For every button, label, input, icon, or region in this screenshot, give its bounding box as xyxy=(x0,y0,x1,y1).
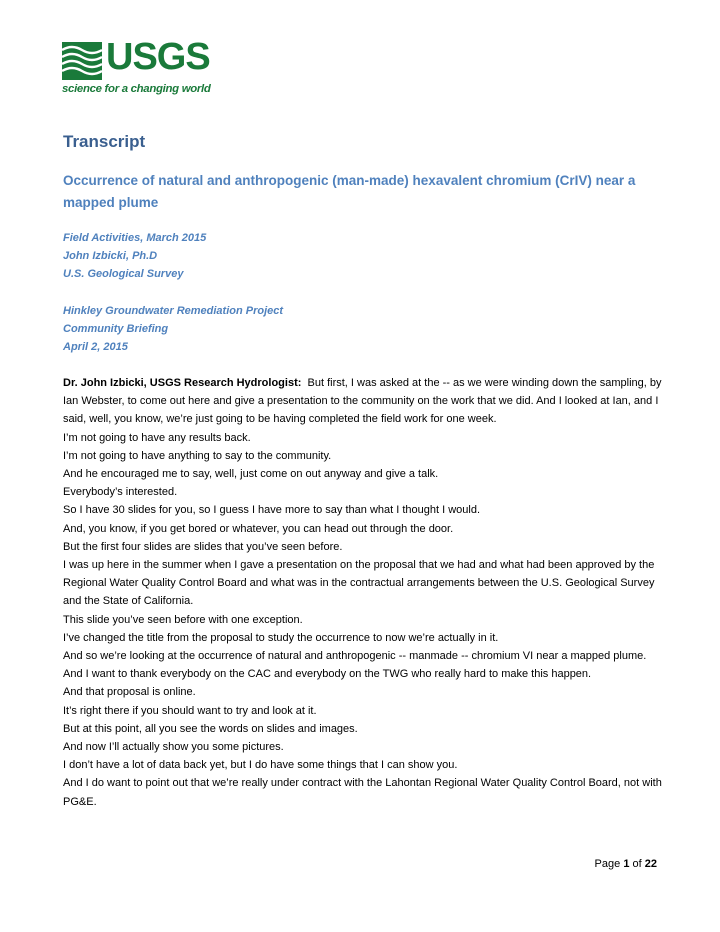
transcript-body xyxy=(63,374,663,811)
usgs-wave-icon xyxy=(62,42,102,80)
field-activities-block xyxy=(63,229,206,283)
transcript-line: I’m not going to have anything to say to the community. xyxy=(63,449,332,462)
transcript-line: And I want to thank everybody on the CAC and everybody on the TWG who really hard to make this happen. xyxy=(63,668,592,681)
transcript-line: I don’t have a lot of data back yet, but I do have some things that I can show you. xyxy=(63,759,458,772)
document-subtitle: Occurrence of natural and anthropogenic (man-made) hexavalent chromium (CrIV) near a mapped plume xyxy=(63,173,636,210)
transcript-line: Everybody’s interested. xyxy=(63,486,178,499)
total-pages: 22 xyxy=(644,858,657,870)
transcript-line: I was up here in the summer when I gave a presentation on the proposal that we had and what had been approved by the Regional Water Quality Control Board and what was in the contractual arrangements between the U.S. Geological Survey and the State of California. xyxy=(63,559,655,608)
logo-tagline: science for a changing world xyxy=(62,83,211,95)
speaker-label: Dr. John Izbicki, USGS Research Hydrologist: xyxy=(63,377,302,389)
document-title: Transcript xyxy=(63,132,146,151)
transcript-line: But at this point, all you see the words on slides and images. xyxy=(63,722,358,735)
logo-wordmark: USGS xyxy=(106,36,210,78)
usgs-logo xyxy=(62,36,214,98)
transcript-line: But the first four slides are slides that you’ve seen before. xyxy=(63,540,343,553)
transcript-line: And that proposal is online. xyxy=(63,686,196,699)
transcript-line: I’m not going to have any results back. xyxy=(63,431,251,444)
transcript-line: And he encouraged me to say, well, just come on out anyway and give a talk. xyxy=(63,468,439,481)
transcript-line: And so we’re looking at the occurrence of natural and anthropogenic -- manmade -- chromium VI near a mapped plume. xyxy=(63,650,647,663)
transcript-line: And now I’ll actually show you some pictures. xyxy=(63,741,284,754)
project-block xyxy=(63,302,283,356)
transcript-line: So I have 30 slides for you, so I guess I have more to say than what I thought I would. xyxy=(63,504,481,517)
transcript-line: I’ve changed the title from the proposal to study the occurrence to now we’re actually in it. xyxy=(63,631,499,644)
page-footer xyxy=(595,858,657,870)
first-paragraph-text: But first, I was asked at the -- as we were winding down the sampling, by Ian Webster, to come out here and give a presentation to the community on the work that we did. And I looked at Ian, and I said, well, you know, we’re just going to be having completed the field work for one week. xyxy=(63,377,662,426)
transcript-line: And, you know, if you get bored or whatever, you can head out through the door. xyxy=(63,522,454,535)
transcript-first-paragraph xyxy=(63,374,663,429)
meta-line: John Izbicki, Ph.D xyxy=(63,250,158,262)
page-word: Page xyxy=(594,858,621,870)
of-word: of xyxy=(632,858,642,870)
meta-line: Field Activities, March 2015 xyxy=(63,232,207,244)
meta-line: April 2, 2015 xyxy=(63,341,128,353)
current-page-number: 1 xyxy=(623,858,630,870)
meta-line: Community Briefing xyxy=(63,323,169,335)
transcript-line: It’s right there if you should want to try and look at it. xyxy=(63,704,317,717)
transcript-line: This slide you’ve seen before with one exception. xyxy=(63,613,303,626)
transcript-line: And I do want to point out that we’re really under contract with the Lahontan Regional Water Quality Control Board, not with PG&E. xyxy=(63,777,662,808)
meta-line: U.S. Geological Survey xyxy=(63,268,184,280)
meta-line: Hinkley Groundwater Remediation Project xyxy=(63,305,284,317)
